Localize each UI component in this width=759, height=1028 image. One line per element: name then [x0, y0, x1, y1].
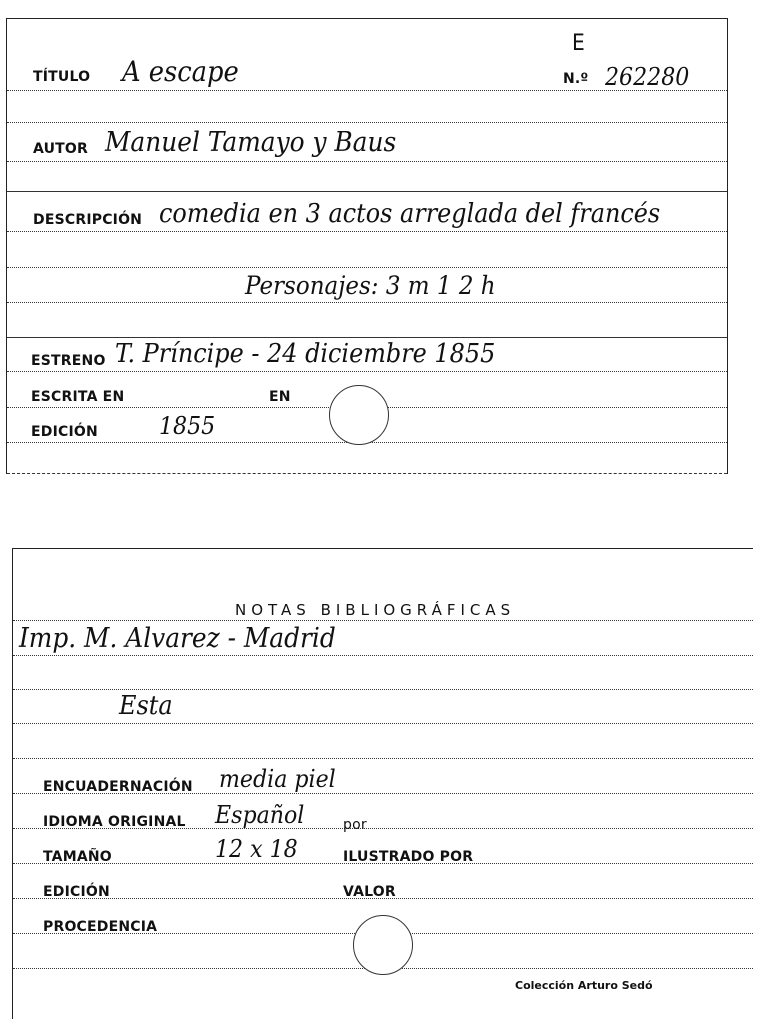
punch-hole	[353, 915, 413, 975]
encuadernacion-label: ENCUADERNACIÓN	[43, 779, 193, 795]
ruled-line	[7, 161, 727, 162]
section-letter: E	[572, 31, 585, 56]
notes-line-1: Imp. M. Alvarez - Madrid	[19, 623, 336, 654]
ilustrado-label: ILUSTRADO POR	[343, 849, 474, 865]
numero-value: 262280	[605, 63, 690, 91]
notes-line-2: Esta	[119, 691, 173, 721]
tamano-label: TAMAÑO	[43, 849, 112, 865]
estreno-label: ESTRENO	[31, 353, 106, 369]
ruled-line	[13, 689, 753, 690]
escrita-label: ESCRITA EN	[31, 389, 125, 405]
encuadernacion-value: media piel	[219, 765, 336, 793]
notas-header: NOTAS BIBLIOGRÁFICAS	[235, 601, 516, 619]
autor-label: AUTOR	[33, 141, 89, 157]
ruled-line	[7, 267, 727, 268]
numero-label: N.º	[563, 71, 589, 87]
idioma-value: Español	[215, 801, 305, 829]
titulo-label: TÍTULO	[33, 69, 91, 85]
edicion-label-2: EDICIÓN	[43, 884, 110, 900]
autor-value: Manuel Tamayo y Baus	[105, 127, 397, 158]
edicion-label: EDICIÓN	[31, 424, 98, 440]
ruled-line	[13, 620, 753, 621]
en-label: EN	[269, 389, 291, 405]
ruled-line	[7, 122, 727, 123]
ruled-line	[13, 758, 753, 759]
descripcion-label: DESCRIPCIÓN	[33, 212, 143, 228]
ruled-line	[7, 302, 727, 303]
ruled-line	[7, 473, 727, 474]
catalog-card-bottom	[12, 548, 753, 1019]
collection-footer: Colección Arturo Sedó	[515, 979, 653, 992]
idioma-label: IDIOMA ORIGINAL	[43, 814, 186, 830]
catalog-card-top	[6, 18, 728, 474]
descripcion-value: comedia en 3 actos arreglada del francés	[159, 199, 661, 229]
ruled-line	[7, 337, 727, 338]
ruled-line	[7, 231, 727, 232]
edicion-value: 1855	[159, 412, 216, 440]
punch-hole	[329, 385, 389, 445]
ruled-line	[7, 371, 727, 372]
por-label: por	[343, 817, 367, 833]
procedencia-label: PROCEDENCIA	[43, 919, 158, 935]
titulo-value: A escape	[122, 55, 239, 88]
ruled-line	[13, 723, 753, 724]
ruled-line	[7, 191, 727, 192]
ruled-line	[13, 655, 753, 656]
personajes-value: Personajes: 3 m 1 2 h	[245, 271, 496, 300]
valor-label: VALOR	[343, 884, 396, 900]
tamano-value: 12 x 18	[215, 835, 298, 863]
estreno-value: T. Príncipe - 24 diciembre 1855	[115, 339, 496, 369]
